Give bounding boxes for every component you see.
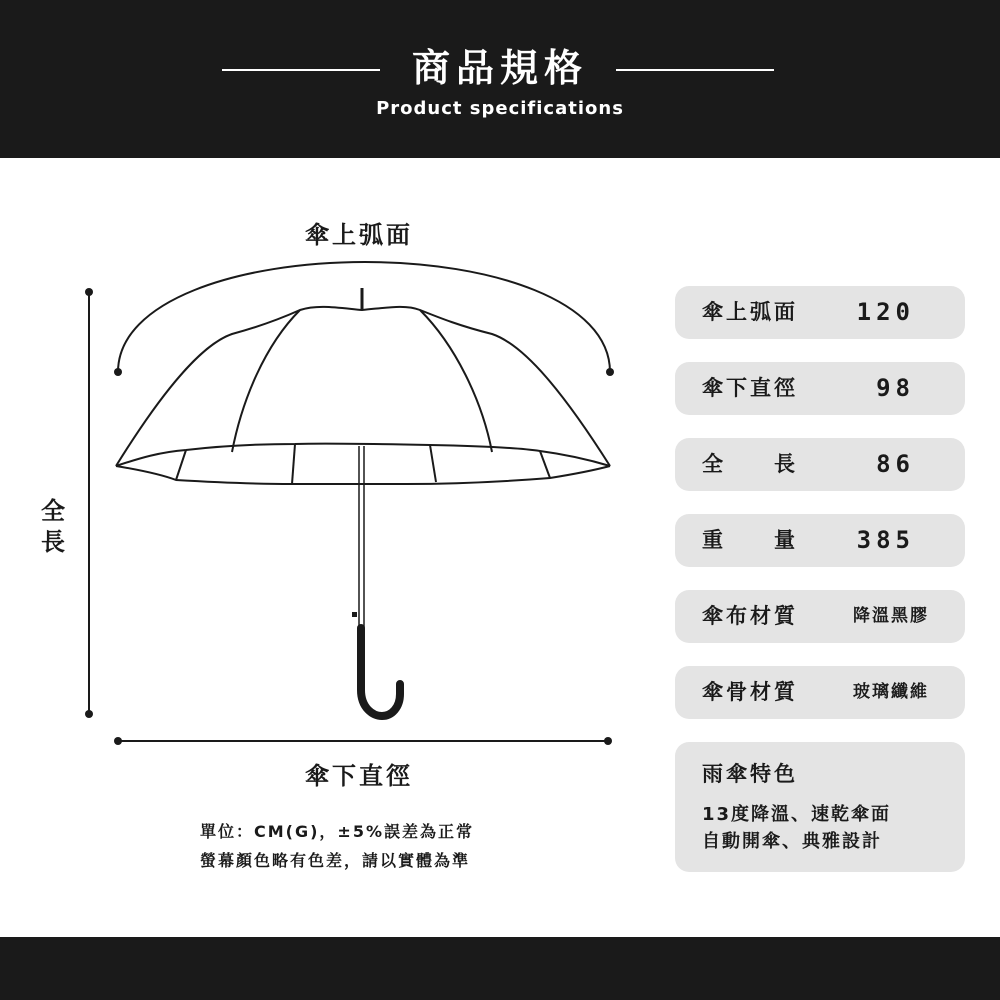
open-button bbox=[352, 612, 357, 617]
page-title: 商品規格 bbox=[411, 46, 588, 90]
top-arc-dimension bbox=[118, 262, 610, 372]
top-arc-label: 傘上弧面 bbox=[305, 221, 413, 249]
diameter-label: 傘下直徑 bbox=[305, 762, 413, 790]
spec-label: 全 長 bbox=[702, 452, 798, 476]
length-label: 全 長 bbox=[41, 497, 65, 556]
umbrella-diagram bbox=[0, 160, 660, 930]
page-subtitle: Product specifications bbox=[376, 98, 624, 119]
features-box bbox=[675, 742, 965, 872]
spec-value: 120 bbox=[856, 298, 915, 326]
feature-line: 13度降溫、速乾傘面 bbox=[702, 804, 892, 825]
spec-value: 降溫黑膠 bbox=[853, 606, 929, 626]
spec-value: 385 bbox=[856, 526, 915, 554]
spec-row-weight bbox=[675, 514, 965, 567]
length-dot-top bbox=[85, 288, 93, 296]
umbrella-handle bbox=[361, 628, 400, 716]
spec-row-top-arc bbox=[675, 286, 965, 339]
umbrella-shaft bbox=[359, 446, 364, 628]
unit-note: 單位：CM(G)，±5%誤差為正常 bbox=[200, 822, 474, 841]
diameter-dot-left bbox=[114, 737, 122, 745]
umbrella-canopy bbox=[116, 307, 610, 484]
spec-value: 86 bbox=[876, 450, 915, 478]
diameter-dot-right bbox=[604, 737, 612, 745]
title-right-rule bbox=[616, 69, 774, 71]
top-arc-dot-right bbox=[606, 368, 614, 376]
spec-label: 傘上弧面 bbox=[702, 300, 798, 324]
spec-row-diameter bbox=[675, 362, 965, 415]
features-title: 雨傘特色 bbox=[702, 762, 798, 786]
spec-label: 傘下直徑 bbox=[702, 376, 798, 400]
color-note: 螢幕顏色略有色差，請以實體為準 bbox=[200, 851, 471, 870]
spec-row-length bbox=[675, 438, 965, 491]
spec-label: 傘骨材質 bbox=[702, 680, 798, 704]
spec-label: 重 量 bbox=[702, 528, 798, 552]
spec-row-frame bbox=[675, 666, 965, 719]
spec-label: 傘布材質 bbox=[702, 604, 798, 628]
top-arc-dot-left bbox=[114, 368, 122, 376]
title-left-rule bbox=[222, 69, 380, 71]
footer-band bbox=[0, 937, 1000, 1000]
spec-row-fabric bbox=[675, 590, 965, 643]
length-dot-bottom bbox=[85, 710, 93, 718]
feature-line: 自動開傘、典雅設計 bbox=[702, 831, 882, 852]
spec-value: 玻璃纖維 bbox=[853, 682, 929, 702]
spec-value: 98 bbox=[876, 374, 915, 402]
